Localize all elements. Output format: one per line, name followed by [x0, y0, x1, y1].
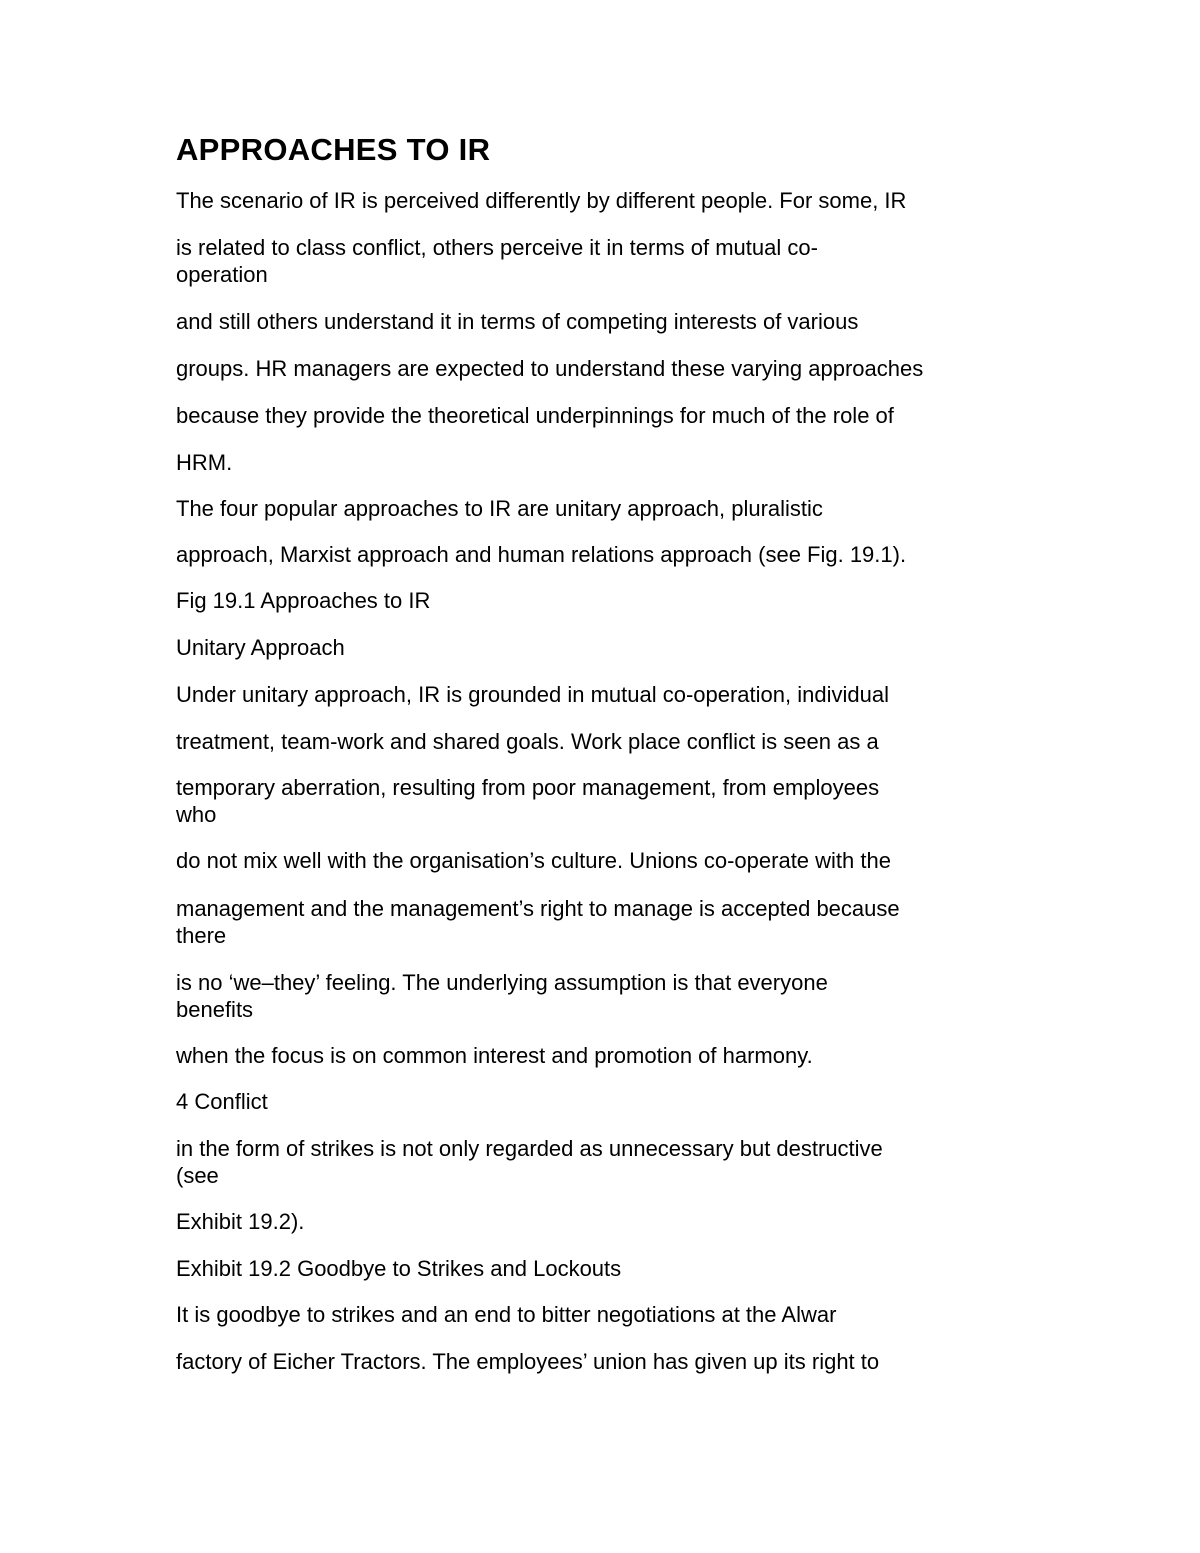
text-line: The scenario of IR is perceived differently by different people. For some, IR: [176, 188, 907, 213]
text-line: benefits: [176, 997, 254, 1022]
text-line: in the form of strikes is not only regarded as unnecessary but destructive: [176, 1136, 883, 1161]
text-line: do not mix well with the organisation’s culture. Unions co-operate with the: [176, 848, 891, 873]
text-line: Exhibit 19.2).: [176, 1209, 305, 1234]
figure-caption: Fig 19.1 Approaches to IR: [176, 588, 431, 613]
text-line: and still others understand it in terms of competing interests of various: [176, 309, 859, 334]
text-line: HRM.: [176, 450, 233, 475]
text-line: It is goodbye to strikes and an end to bitter negotiations at the Alwar: [176, 1302, 837, 1327]
text-line: operation: [176, 262, 268, 287]
text-line: temporary aberration, resulting from poor management, from employees: [176, 775, 880, 800]
text-line: 4 Conflict: [176, 1089, 268, 1114]
text-line: who: [176, 802, 217, 827]
text-line: is no ‘we–they’ feeling. The underlying assumption is that everyone: [176, 970, 828, 995]
text-line: (see: [176, 1163, 219, 1188]
section-heading: Unitary Approach: [176, 635, 345, 660]
text-line: Under unitary approach, IR is grounded in mutual co-operation, individual: [176, 682, 889, 707]
text-line: because they provide the theoretical underpinnings for much of the role of: [176, 403, 894, 428]
exhibit-caption: Exhibit 19.2 Goodbye to Strikes and Lockouts: [176, 1256, 622, 1281]
text-line: factory of Eicher Tractors. The employees’ union has given up its right to: [176, 1349, 880, 1374]
text-line: is related to class conflict, others perceive it in terms of mutual co-: [176, 235, 818, 260]
text-line: groups. HR managers are expected to understand these varying approaches: [176, 356, 924, 381]
page-title: APPROACHES TO IR: [176, 132, 491, 167]
text-line: there: [176, 923, 227, 948]
text-line: The four popular approaches to IR are unitary approach, pluralistic: [176, 496, 823, 521]
text-line: management and the management’s right to manage is accepted because: [176, 896, 900, 921]
text-line: approach, Marxist approach and human relations approach (see Fig. 19.1).: [176, 542, 907, 567]
text-line: treatment, team-work and shared goals. Work place conflict is seen as a: [176, 729, 879, 754]
text-line: when the focus is on common interest and promotion of harmony.: [176, 1043, 813, 1068]
